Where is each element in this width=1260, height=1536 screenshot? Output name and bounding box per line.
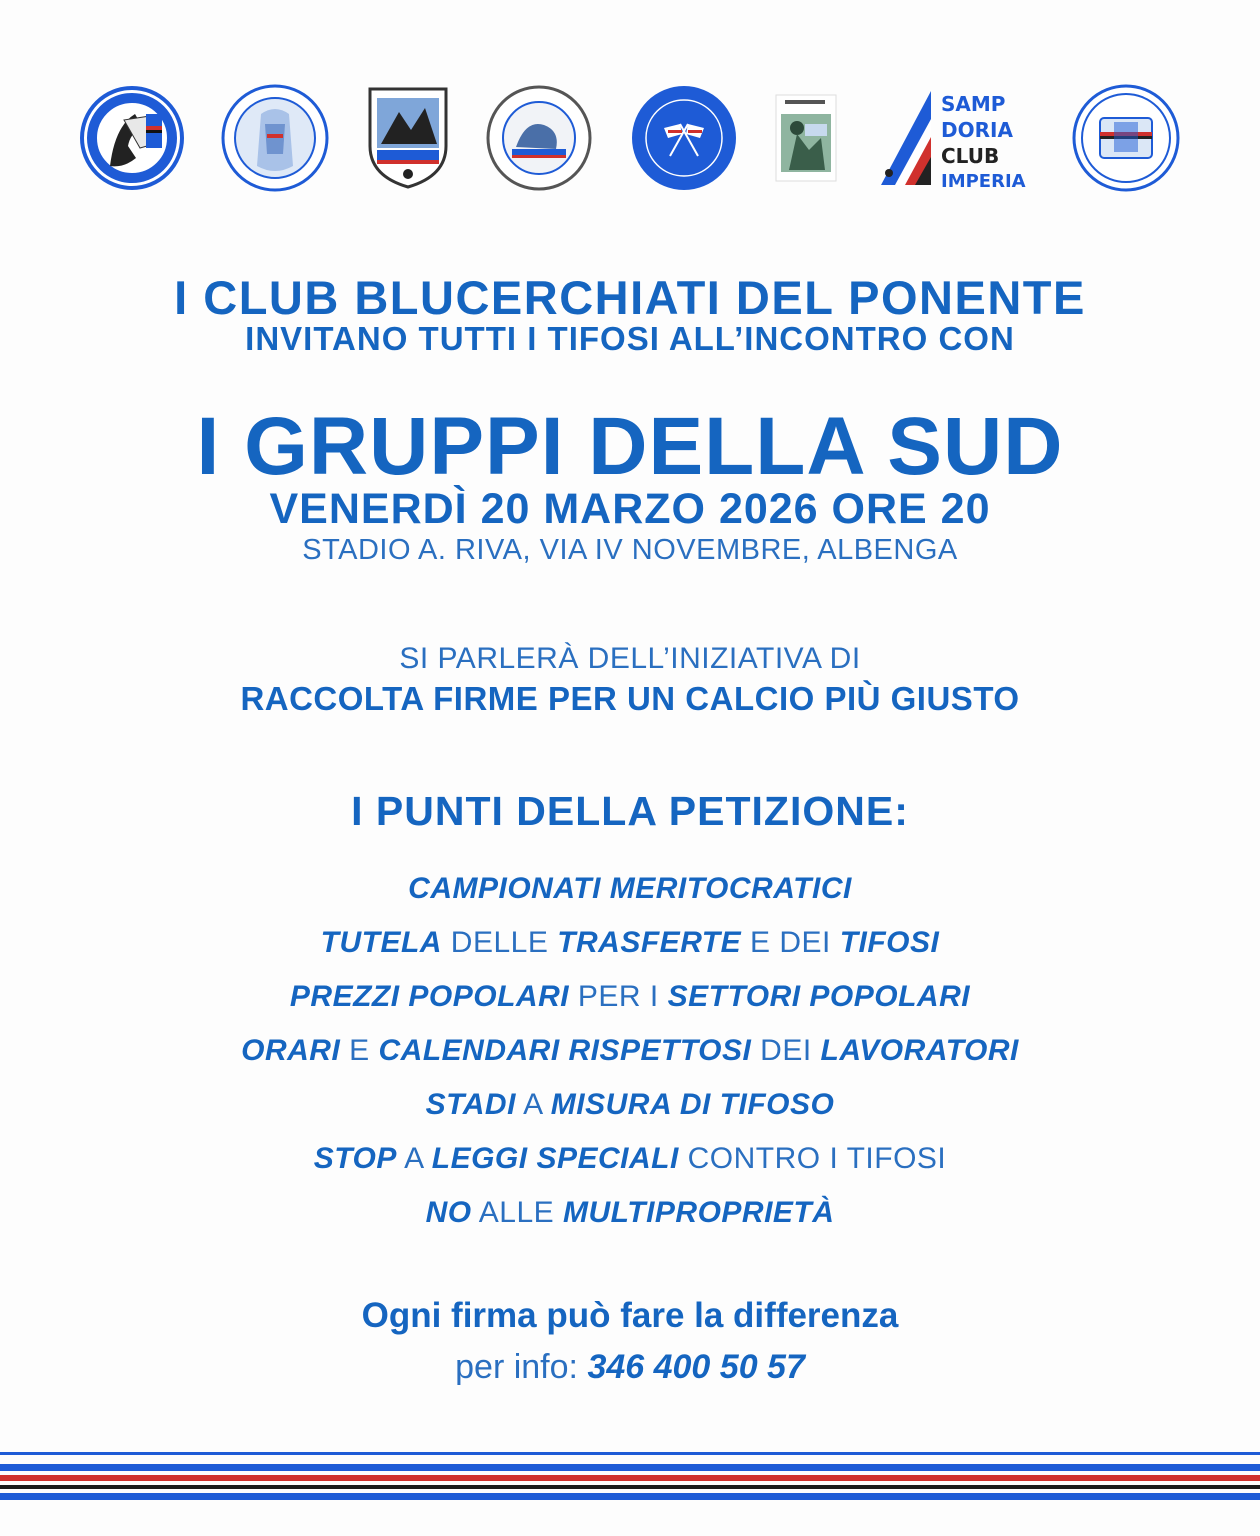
info-label: per info: — [455, 1348, 578, 1386]
svg-text:IMPERIA: IMPERIA — [940, 171, 1026, 191]
club-logo-1 — [80, 86, 184, 190]
petition-point-emphasis: LEGGI SPECIALI — [431, 1142, 679, 1175]
petition-point-emphasis: MULTIPROPRIETÀ — [562, 1196, 835, 1229]
petition-point-emphasis: TRASFERTE — [557, 926, 742, 959]
petition-point-emphasis: STOP — [313, 1142, 397, 1175]
club-logo-shield — [367, 86, 449, 190]
event-venue: STADIO A. RIVA, VIA IV NOVEMBRE, ALBENGA — [302, 534, 958, 566]
petition-point — [0, 1132, 1260, 1186]
petition-point-text: A — [515, 1088, 551, 1121]
petition-points-list — [0, 862, 1260, 1240]
contact-info — [0, 1348, 1260, 1387]
stripe-red — [0, 1475, 1260, 1481]
petition-point-text: DEI — [751, 1034, 821, 1067]
petition-point-text: ALLE — [471, 1196, 563, 1229]
petition-point-emphasis: TUTELA — [320, 926, 442, 959]
stripe-blue — [0, 1464, 1260, 1471]
club-logo-finale — [1072, 84, 1180, 192]
petition-point-text: PER I — [569, 980, 668, 1013]
club-logos-row — [80, 78, 1180, 198]
footer-stripes — [0, 1452, 1260, 1500]
petition-point-emphasis: LAVORATORI — [820, 1034, 1019, 1067]
petition-point — [0, 1078, 1260, 1132]
petition-point — [0, 862, 1260, 916]
initiative-title: RACCOLTA FIRME PER UN CALCIO PIÙ GIUSTO — [240, 680, 1020, 717]
petition-point — [0, 916, 1260, 970]
petition-point-emphasis: TIFOSI — [839, 926, 940, 959]
petition-point-text: E DEI — [741, 926, 840, 959]
petition-title: I PUNTI DELLA PETIZIONE: — [351, 788, 909, 834]
organizers-line: I CLUB BLUCERCHIATI DEL PONENTE — [174, 271, 1086, 324]
svg-text:DORIA: DORIA — [940, 118, 1013, 142]
petition-point — [0, 970, 1260, 1024]
event-title: I GRUPPI DELLA SUD — [196, 401, 1064, 492]
federazione-logo — [630, 84, 738, 192]
petition-point-text: E — [340, 1034, 379, 1067]
slogan: Ogni firma può fare la differenza — [361, 1296, 899, 1335]
petition-point-text: A — [396, 1142, 432, 1175]
petition-point-emphasis: SETTORI POPOLARI — [667, 980, 971, 1013]
svg-text:CLUB: CLUB — [940, 144, 999, 168]
petition-point-emphasis: ORARI — [241, 1034, 341, 1067]
svg-text:SAMP: SAMP — [940, 92, 1005, 116]
club-logo-sanremo — [221, 84, 329, 192]
petition-point-emphasis: PREZZI POPOLARI — [289, 980, 570, 1013]
petition-point-text: CONTRO I TIFOSI — [678, 1142, 947, 1175]
petition-point-emphasis: MISURA DI TIFOSO — [550, 1088, 835, 1121]
petition-point-emphasis: CALENDARI RISPETTOSI — [378, 1034, 752, 1067]
event-date: VENERDÌ 20 MARZO 2026 ORE 20 — [269, 485, 991, 533]
sampdoria-club-imperia-logo — [875, 85, 1035, 191]
petition-point-emphasis: NO — [425, 1196, 472, 1229]
petition-point — [0, 1024, 1260, 1078]
petition-point-emphasis: CAMPIONATI MERITOCRATICI — [408, 872, 852, 905]
petition-point-text: DELLE — [441, 926, 558, 959]
intro-line: SI PARLERÀ DELL’INIZIATIVA DI — [399, 642, 861, 675]
stripe-blue-top — [0, 1452, 1260, 1455]
petition-point — [0, 1186, 1260, 1240]
club-logo-garessio — [486, 85, 592, 191]
stripe-blue-bottom — [0, 1493, 1260, 1500]
stripe-dark — [0, 1485, 1260, 1489]
invite-line: INVITANO TUTTI I TIFOSI ALL’INCONTRO CON — [245, 320, 1015, 357]
petition-point-emphasis: STADI — [425, 1088, 516, 1121]
phone-number: 346 400 50 57 — [587, 1348, 805, 1386]
club-logo-square — [775, 94, 837, 182]
